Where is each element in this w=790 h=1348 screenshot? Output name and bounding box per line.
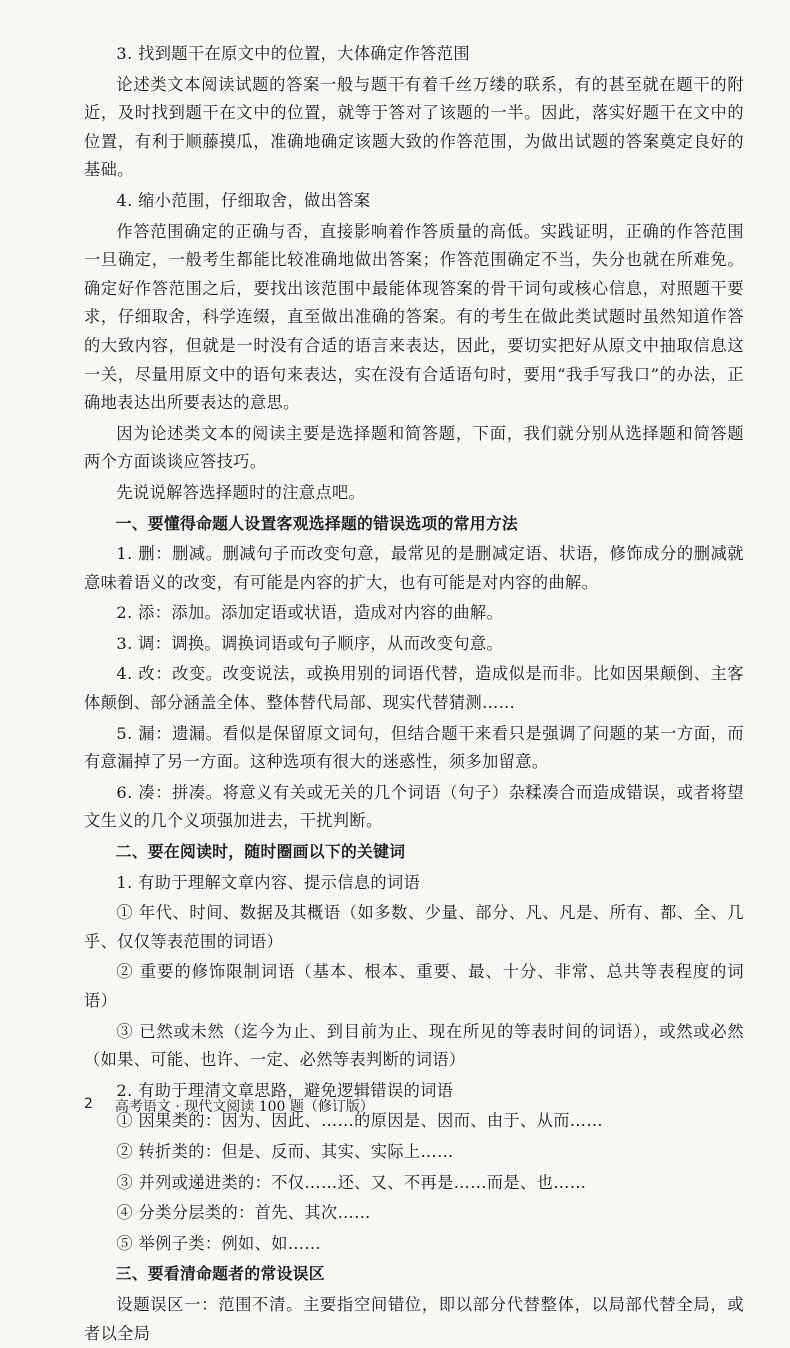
paragraph: 1. 有助于理解文章内容、提示信息的词语: [116, 872, 421, 892]
paragraph: 3. 找到题干在原文中的位置，大体确定作答范围: [116, 44, 470, 63]
section-heading: 二、要在阅读时，随时圈画以下的关键词: [115, 842, 406, 862]
paragraph: ⑤ 举例子类：例如、如……: [116, 1233, 321, 1253]
paragraph: 因为论述类文本的阅读主要是选择题和简答题，下面，我们就分别从选择题和简答题两个方面谈谈应答技巧。: [84, 423, 744, 472]
paragraph: 先说说解答选择题时的注意点吧。: [116, 482, 366, 502]
paragraph: ④ 分类分层类的：首先、其次……: [116, 1203, 371, 1223]
paragraph: 论述类文本阅读试题的答案一般与题干有着千丝万缕的联系，有的甚至就在题干的附近，及时找到题干在文中的位置，就等于答对了该题的一半。因此，落实好题干在文中的位置，有利于顺藤摸瓜，准确地确定该题大致的作答范围，为做出试题的答案奠定良好的基础。: [84, 74, 744, 180]
paragraph: ① 因果类的：因为、因此、……的原因是、因而、由于、从而……: [116, 1111, 603, 1131]
section-heading: 三、要看清命题者的常设误区: [115, 1264, 325, 1284]
paragraph: ③ 已然或未然（迄今为止、到目前为止、现在所见的等表时间的词语），或然或必然（如果、可能、也许、一定、必然等表判断的词语）: [84, 1021, 744, 1070]
paragraph: 6. 凑：拼凑。将意义有关或无关的几个词语（句子）杂糅凑合而造成错误，或者将望文生义的几个义项强加进去，干扰判断。: [84, 782, 744, 831]
paragraph: 作答范围确定的正确与否，直接影响着作答质量的高低。实践证明，正确的作答范围一旦确定，一般考生都能比较准确地做出答案；作答范围确定不当，失分也就在所难免。确定好作答范围之后，要找出该范围中最能体现答案的骨干词句或核心信息，对照题干要求，仔细取舍，科学连缀，直至做出准确的答案。有的考生在做此类试题时虽然知道作答的大致内容，但就是一时没有合适的语言来表达，因此，要切实把好从原文中抽取信息这一关，尽量用原文中的语句来表达，实在没有合适语句时，要用“我手写我口”的办法，正确地表达出所要表达的意思。: [84, 221, 744, 413]
paragraph: ② 转折类的：但是、反而、其实、实际上……: [116, 1141, 454, 1161]
book-title: 高考语文 · 现代文阅读 100 题（修订版）: [114, 1099, 374, 1115]
paragraph: ② 重要的修饰限制词语（基本、根本、重要、最、十分、非常、总共等表程度的词语）: [84, 962, 744, 1010]
paragraph: ① 年代、时间、数据及其概语（如多数、少量、部分、凡、凡是、所有、都、全、几乎、仅仅等表范围的词语）: [84, 903, 744, 951]
paragraph: 2. 添：添加。添加定语或状语，造成对内容的曲解。: [116, 603, 504, 623]
section-heading: 一、要懂得命题人设置客观选择题的错误选项的常用方法: [115, 513, 519, 533]
paragraph: 1. 删：删减。删减句子而改变句意，最常见的是删减定语、状语，修饰成分的删减就意味着语义的改变，有可能是内容的扩大，也有可能是对内容的曲解。: [84, 544, 744, 592]
paragraph: 4. 缩小范围，仔细取舍，做出答案: [116, 190, 371, 210]
paragraph: 设题误区一：范围不清。主要指空间错位，即以部分代替整体，以局部代替全局，或者以全局: [84, 1294, 744, 1343]
page-footer: [84, 1096, 374, 1116]
page-number: 2: [84, 1096, 93, 1112]
paragraph: 2. 有助于理清文章思路，避免逻辑错误的词语: [116, 1080, 454, 1100]
paragraph: 4. 改：改变。改变说法，或换用别的词语代替，造成似是而非。比如因果颠倒、主客体颠倒、部分涵盖全体、整体替代局部、现实代替猜测……: [84, 664, 744, 713]
paragraph: ③ 并列或递进类的：不仅……还、又、不再是……而是、也……: [116, 1172, 587, 1192]
paragraph: 5. 漏：遗漏。看似是保留原文词句，但结合题干来看只是强调了问题的某一方面，而有意漏掉了另一方面。这种选项有很大的迷惑性，须多加留意。: [84, 723, 744, 772]
paragraph: 3. 调：调换。调换词语或句子顺序，从而改变句意。: [116, 633, 504, 653]
